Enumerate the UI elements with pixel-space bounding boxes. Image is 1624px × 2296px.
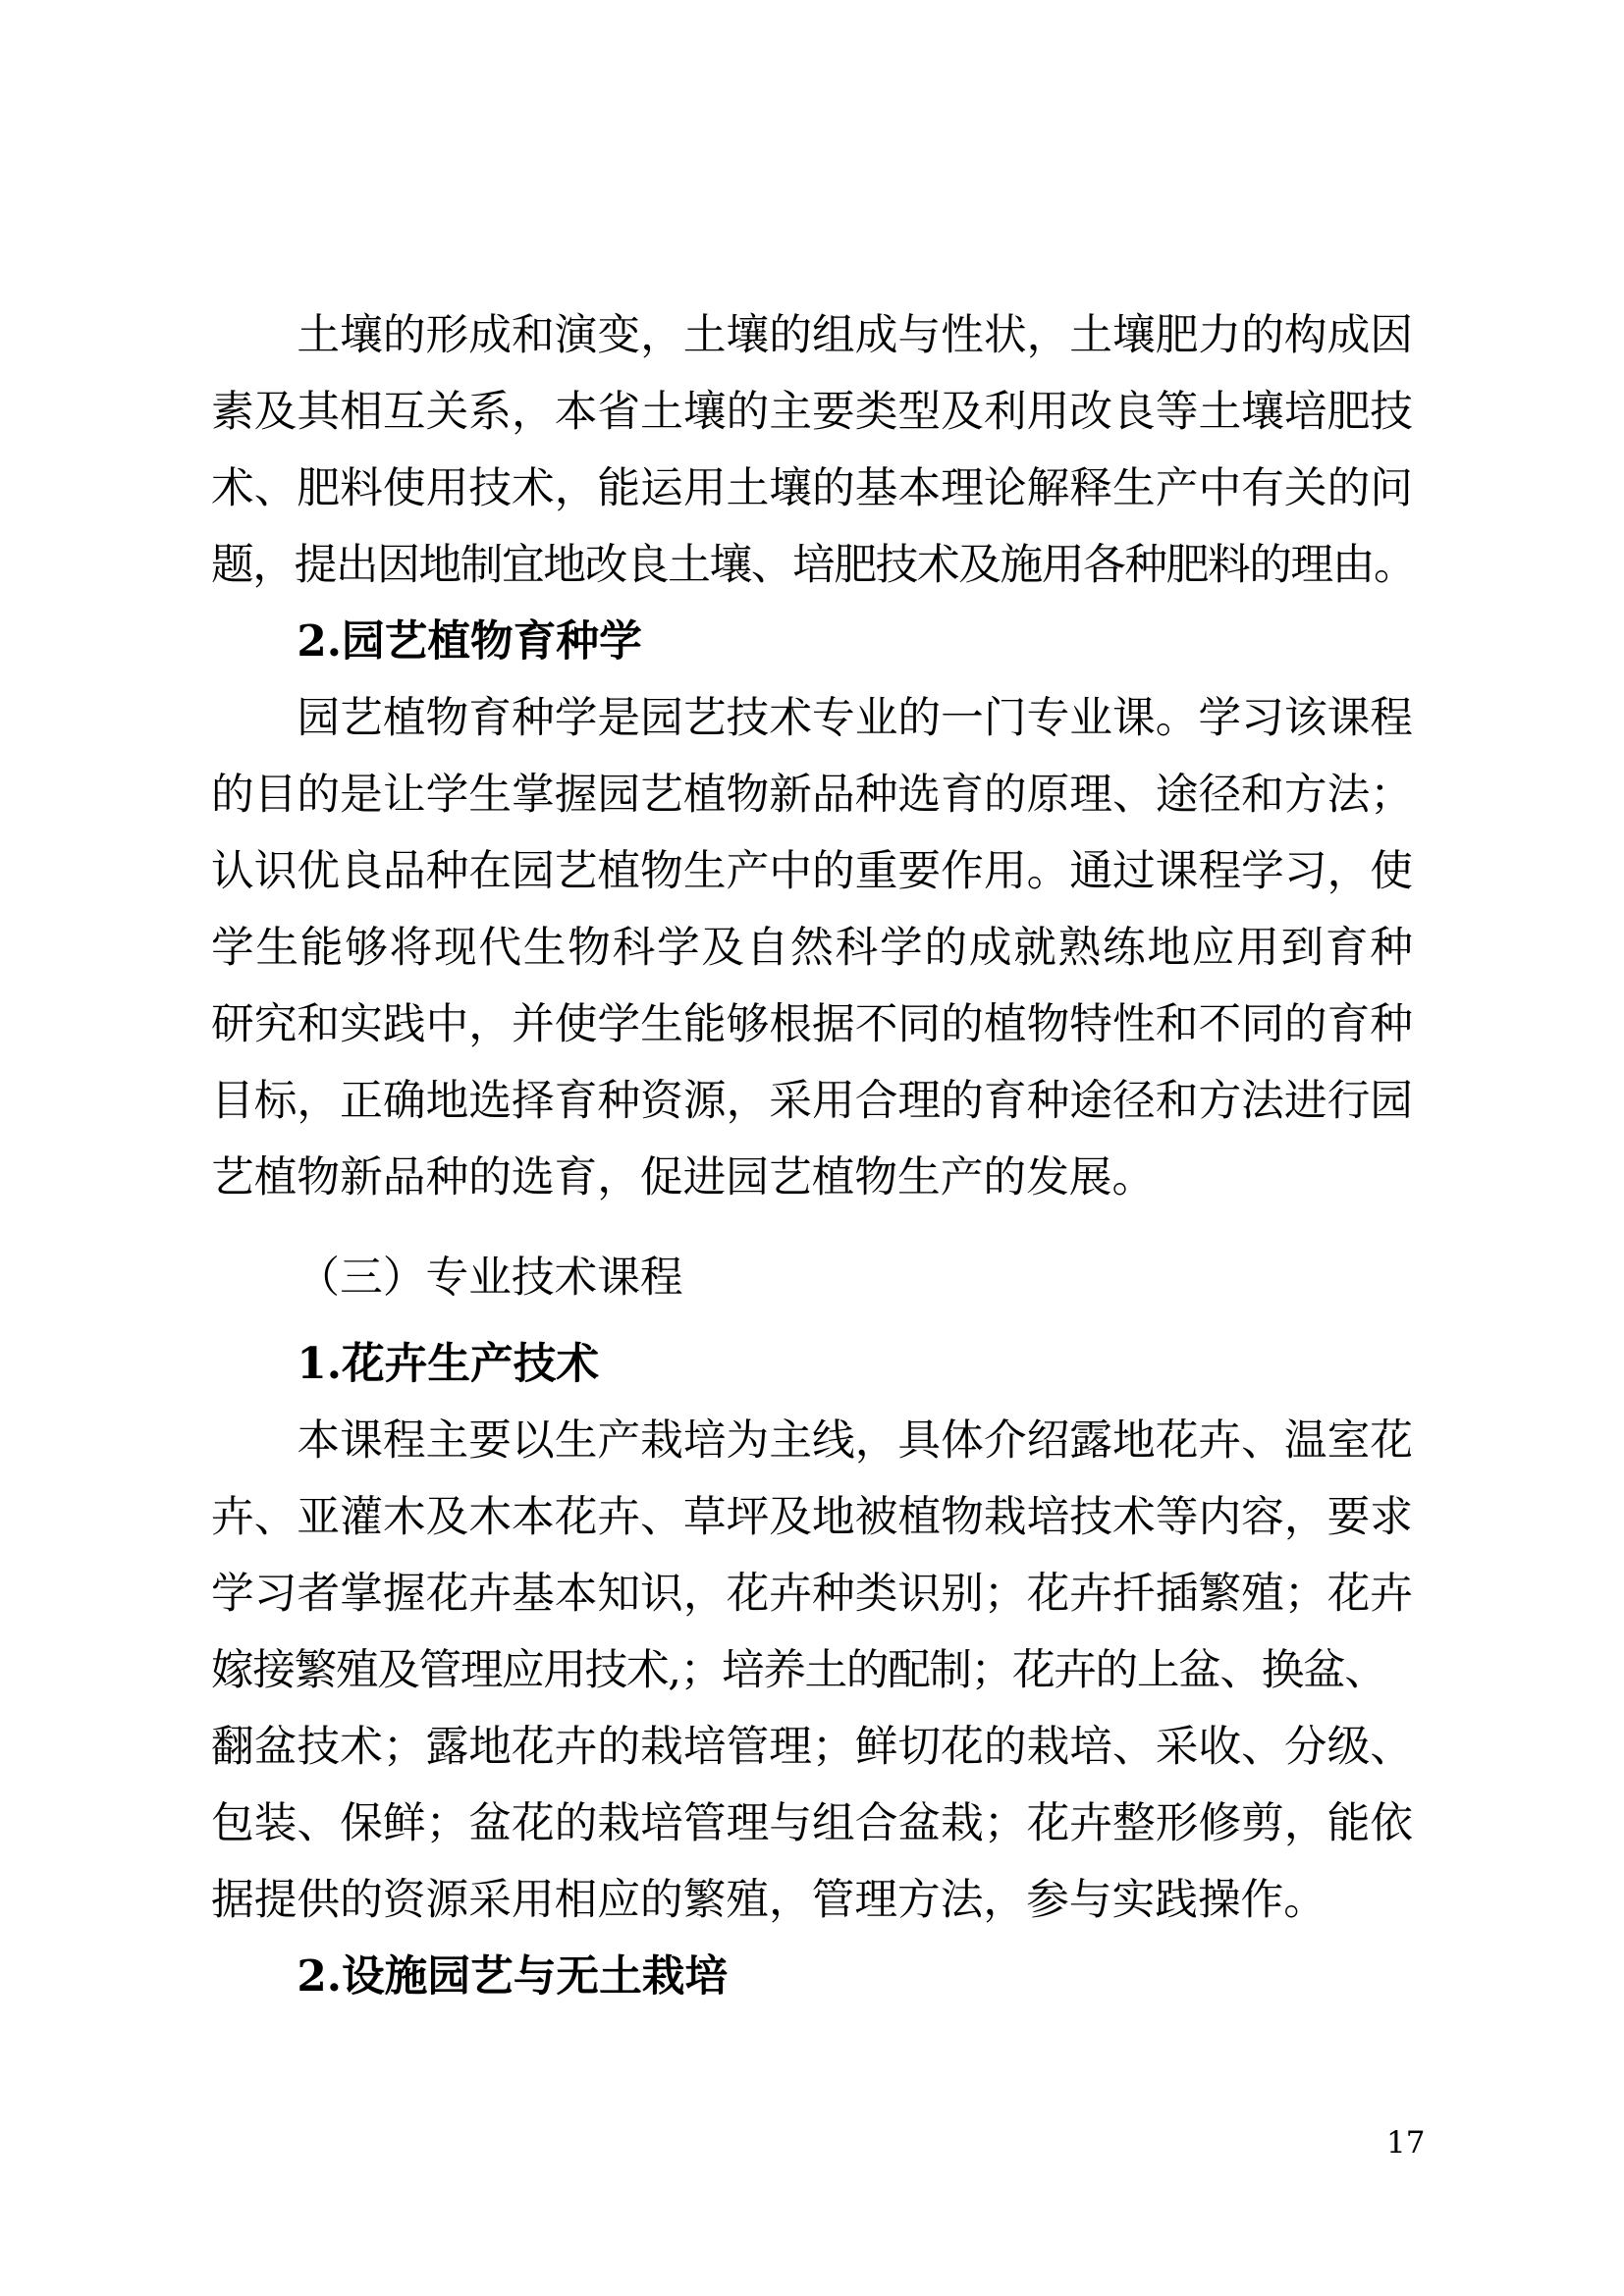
- paragraph-line: 翻盆技术；露地花卉的栽培管理；鲜切花的栽培、采收、分级、: [211, 1722, 1413, 1772]
- paragraph-line: 学生能够将现代生物科学及自然科学的成就熟练地应用到育种: [211, 923, 1413, 973]
- paragraph-line: 学习者掌握花卉基本知识，花卉种类识别；花卉扦插繁殖；花卉: [211, 1569, 1413, 1619]
- paragraph-line: 包装、保鲜；盆花的栽培管理与组合盆栽；花卉整形修剪，能依: [211, 1798, 1413, 1848]
- paragraph-line: 嫁接繁殖及管理应用技术,；培养土的配制；花卉的上盆、换盆、: [211, 1645, 1386, 1695]
- paragraph-line: 目标，正确地选择育种资源，采用合理的育种途径和方法进行园: [211, 1076, 1413, 1126]
- paragraph-line: 卉、亚灌木及木本花卉、草坪及地被植物栽培技术等内容，要求: [211, 1492, 1413, 1542]
- paragraph-line: 的目的是让学生掌握园艺植物新品种选育的原理、途径和方法；: [211, 770, 1413, 820]
- paragraph-line: 术、肥料使用技术，能运用土壤的基本理论解释生产中有关的问: [211, 463, 1413, 513]
- numbered-heading: 1.花卉生产技术: [297, 1339, 600, 1389]
- section-heading: （三）专业技术课程: [297, 1253, 683, 1303]
- page-number: 17: [1386, 2125, 1426, 2161]
- paragraph-line: 土壤的形成和演变，土壤的组成与性状，土壤肥力的构成因: [297, 310, 1413, 360]
- document-content: [211, 297, 1416, 2015]
- numbered-heading: 2.设施园艺与无土栽培: [297, 1951, 729, 2002]
- paragraph-line: 艺植物新品种的选育，促进园艺植物生产的发展。: [211, 1152, 1156, 1202]
- numbered-heading: 2.园艺植物育种学: [297, 616, 642, 667]
- paragraph-line: 题，提出因地制宜地改良土壤、培肥技术及施用各种肥料的理由。: [211, 540, 1416, 590]
- paragraph-line: 据提供的资源采用相应的繁殖，管理方法，参与实践操作。: [211, 1875, 1326, 1925]
- paragraph-line: 素及其相互关系，本省土壤的主要类型及利用改良等土壤培肥技: [211, 387, 1413, 437]
- paragraph-line: 认识优良品种在园艺植物生产中的重要作用。通过课程学习，使: [211, 846, 1413, 896]
- paragraph-line: 园艺植物育种学是园艺技术专业的一门专业课。学习该课程: [297, 693, 1413, 743]
- paragraph-line: 本课程主要以生产栽培为主线，具体介绍露地花卉、温室花: [297, 1415, 1413, 1466]
- paragraph-line: 研究和实践中，并使学生能够根据不同的植物特性和不同的育种: [211, 999, 1413, 1049]
